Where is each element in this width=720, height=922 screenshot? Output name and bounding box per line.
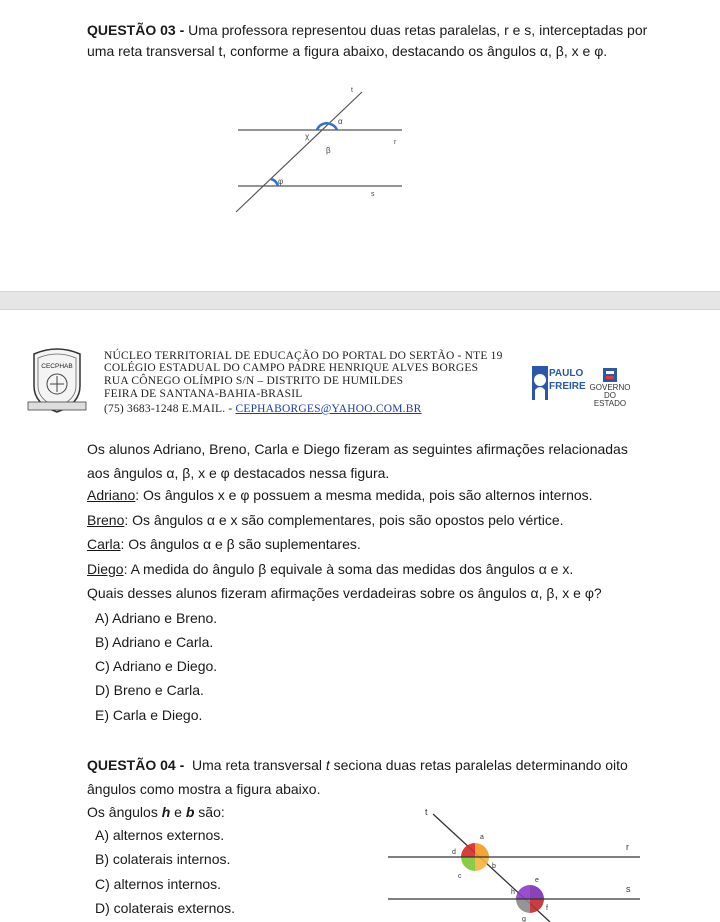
- question-text: Quais desses alunos fizeram afirmações verdadeiras sobre os ângulos α, β, x e φ?: [87, 585, 602, 601]
- header-line3: RUA CÔNEGO OLÍMPIO S/N – DISTRITO DE HUMILDES: [104, 375, 404, 387]
- q4-option-a[interactable]: A) alternos externos.: [95, 827, 225, 843]
- header-line2: COLÉGIO ESTADUAL DO CAMPO PADRE HENRIQUE ALVES BORGES: [104, 362, 479, 374]
- q4-label-e: e: [535, 877, 539, 884]
- governo-emblem-icon: [603, 368, 617, 382]
- governo-logo: [588, 360, 632, 410]
- line-t: [236, 92, 362, 212]
- paulo-freire-logo: [530, 360, 586, 404]
- intro-line1: Os alunos Adriano, Breno, Carla e Diego fizeram as seguintes afirmações relacionadas: [87, 441, 628, 457]
- angle-phi-arc: [271, 179, 278, 186]
- label-r: r: [394, 139, 397, 146]
- statement-breno: Breno: Os ângulos α e x são complementares, pois são opostos pelo vértice.: [87, 512, 564, 528]
- angle-e-purple: [530, 885, 544, 899]
- label-phi: φ: [278, 177, 284, 186]
- freire-label: FREIRE: [549, 381, 586, 392]
- q3-line2: uma reta transversal t, conforme a figura abaixo, destacando os ângulos α, β, x e φ.: [87, 43, 608, 59]
- statement-adriano: Adriano: Os ângulos x e φ possuem a mesma medida, pois são alternos internos.: [87, 487, 593, 503]
- angle-g-gray: [516, 899, 530, 913]
- governo-label: GOVERNO: [589, 383, 631, 392]
- angle-a-orange: [475, 843, 489, 857]
- option-e[interactable]: E) Carla e Diego.: [95, 707, 203, 723]
- option-c[interactable]: C) Adriano e Diego.: [95, 658, 218, 674]
- q4-label-t: t: [425, 807, 428, 817]
- q4-label-g: g: [522, 916, 526, 922]
- school-logo: [26, 346, 88, 416]
- header-line4: FEIRA DE SANTANA-BAHIA-BRASIL: [104, 388, 303, 400]
- q4-option-d[interactable]: D) colaterais externos.: [95, 900, 236, 916]
- label-beta: β: [326, 146, 331, 155]
- header-line1: NÚCLEO TERRITORIAL DE EDUCAÇÃO DO PORTAL DO SERTÃO - NTE 19: [104, 350, 503, 362]
- q3-line1: Uma professora representou duas retas paralelas, r e s, interceptadas por: [188, 22, 648, 38]
- intro-line2: aos ângulos α, β, x e φ destacados nessa figura.: [87, 465, 390, 481]
- option-a[interactable]: A) Adriano e Breno.: [95, 610, 218, 626]
- q4-option-c[interactable]: C) alternos internos.: [95, 876, 222, 892]
- q4-label-d: d: [452, 849, 456, 856]
- email-link[interactable]: CEPHABORGES@YAHOO.COM.BR: [235, 403, 422, 415]
- angle-f-red: [530, 899, 544, 913]
- q4-heading: QUESTÃO 04 -: [87, 757, 185, 773]
- q4-label-b: b: [492, 863, 496, 870]
- q4-label-f: f: [546, 905, 548, 912]
- q4-figure: [388, 806, 648, 922]
- q4-option-b[interactable]: B) colaterais internos.: [95, 851, 231, 867]
- name-breno: Breno: [87, 512, 125, 528]
- q3-figure: [226, 82, 416, 217]
- intro: [87, 437, 687, 485]
- page-separator: [0, 291, 720, 310]
- angle-d-red: [461, 843, 475, 857]
- q4-prompt: Os ângulos h e b são:: [87, 804, 225, 820]
- statement-diego: Diego: A medida do ângulo β equivale à soma das medidas dos ângulos α e x.: [87, 561, 574, 577]
- logo-text: CECPHAB: [41, 363, 73, 370]
- label-t: t: [351, 87, 353, 94]
- name-diego: Diego: [87, 561, 124, 577]
- estado-label: DO ESTADO: [593, 391, 627, 408]
- angle-alpha-arc: [330, 124, 337, 130]
- q4-label-h: h: [511, 889, 515, 896]
- paulo-label: PAULO: [549, 368, 584, 379]
- angle-c-green: [461, 857, 475, 871]
- q3-heading: QUESTÃO 03 -: [87, 22, 185, 38]
- name-carla: Carla: [87, 536, 121, 552]
- label-s: s: [371, 191, 375, 198]
- angle-h-purple: [516, 885, 530, 899]
- header-line5: (75) 3683-1248 E.MAIL. - CEPHABORGES@YAHOO.COM.BR: [104, 403, 422, 415]
- q4-label-r: r: [626, 842, 629, 852]
- q3-text: [87, 20, 687, 62]
- q4-label-c: c: [458, 873, 462, 880]
- label-x: χ: [305, 132, 310, 141]
- name-adriano: Adriano: [87, 487, 136, 503]
- angle-b-orange: [475, 857, 489, 871]
- q4-label-s: s: [626, 884, 631, 894]
- label-alpha: α: [338, 117, 343, 126]
- q4-text: QUESTÃO 04 - Uma reta transversal t seciona duas retas paralelas determinando oito ângulos como mostra a figura abaixo.: [87, 753, 687, 801]
- statement-carla: Carla: Os ângulos α e β são suplementares.: [87, 536, 361, 552]
- option-b[interactable]: B) Adriano e Carla.: [95, 634, 214, 650]
- option-d[interactable]: D) Breno e Carla.: [95, 682, 204, 698]
- q4-label-a: a: [480, 834, 484, 841]
- q4-line2: ângulos como mostra a figura abaixo.: [87, 781, 321, 797]
